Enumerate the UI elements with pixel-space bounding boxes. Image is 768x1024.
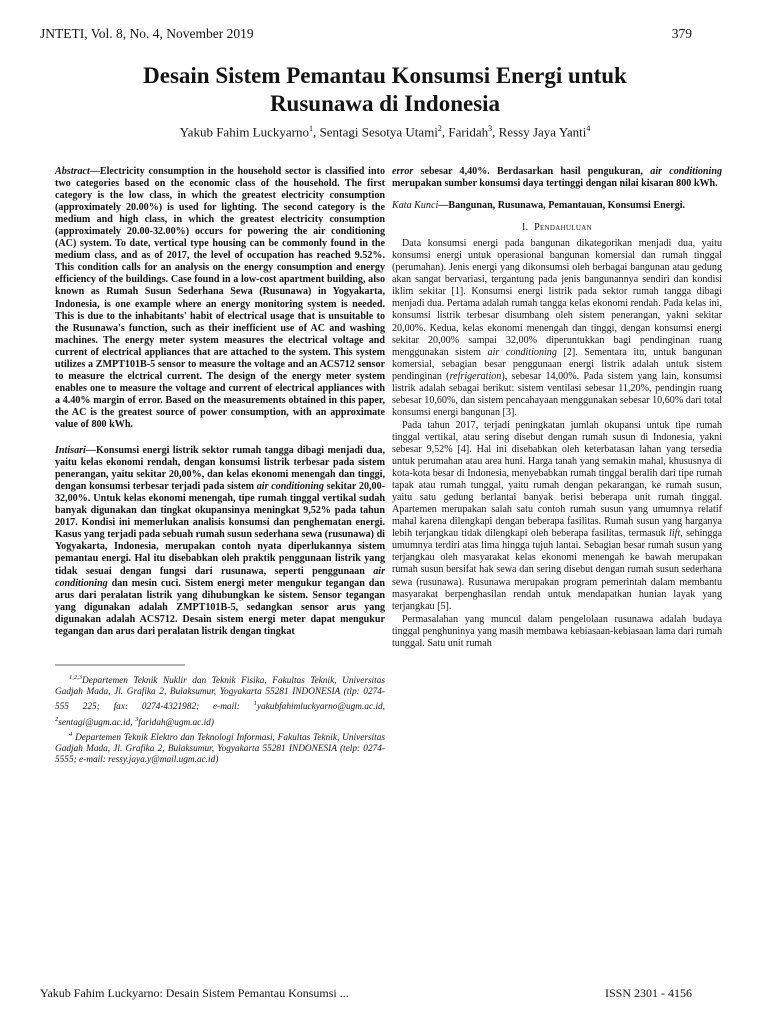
intisari-label: Intisari [55,445,86,457]
footnote-mark: 2 [55,715,59,723]
keywords-text: Bangunan, Rusunawa, Pemantauan, Konsumsi Energi. [448,200,686,212]
running-header [40,26,692,42]
intisari-text: sebesar 4,40%. Berdasarkan hasil pengukuran, [413,166,651,177]
intisari-text [392,166,722,189]
intisari-text: sekitar 20,00-32,00%. Untuk kelas ekonomi menengah, tipe rumah tinggal vertikal sudah banyak digunakan dan tingkat okupansinya meningkat 9,52% pada tahun 2017. Kondisi ini memerlukan analisis konsumsi dan penghematan energi. Kasus yang terjadi pada sebuah rumah susun sederhana sewa (rusunawa) di Yogyakarta, Indonesia, merupakan contoh nyata diperlukannya sistem pemantau energi. Hal itu disebabkan oleh praktik penggunaan listrik yang tidak sesuai dengan fungsi dari rusunawa, seperti penggunaan [55,481,386,577]
intisari-text: dan mesin cuci. Sistem energi meter mengukur tegangan dan arus dari peralatan listrik yang dihubungkan ke sistem. Sensor tegangan yang digunakan adalah ZMPT101B-5, sedangkan sensor arus yang digunakan adalah ACS712. Desain sistem energi meter dapat mengukur tegangan dan arus dari peralatan listrik dengan tingkat [55,577,385,637]
author-email: yakubfahimluckyarno@ugm.ac.id, [256,702,385,713]
abstract-text: Electricity consumption in the household sector is classified into two categories based on the economic class of the household. The first category is the low class, in which the greatest electricity consumption (approximately 20.00%) is used for lighting. The second category is the medium and high class, in which the greatest electricity consumption (approximately 20.00-32.00%) occurs for powering the air conditioning (AC) system. To date, vertical type housing can be commonly found in the medium class, and as of 2017, the level of occupation has reached 9.52%. This condition calls for an analysis on the energy consumption and energy efficiency of the buildings. Case found in a low-cost apartment building, also known as Rumah Susun Sederhana Sewa (Rusunawa) in Yogyakarta, Indonesia, is one example where an energy monitoring system is needed. This is due to the inhabitants' habit of electrical usage that is unsuitable to the Rusunawa's function, such as their inefficient use of AC and washing machines. The energy meter system measures the electrical voltage and current of electrical appliances that are attached to the system. This system utilizes a ZMPT101B-5 sensor to measure the voltage and an ACS712 sensor to measure the elctrical current. The design of the energy meter system enables one to measure the voltage and current of electrical appliances with a 4.40% margin of error. Based on the measurements obtained in this paper, the AC is the greatest source of power consumption, with an approximate value of 800 kWh. [55,166,385,430]
body-text: , sehingga umumnya terdiri atas lima hingga tujuh lantai. Sebagian besar rumah susun yang terjangkau oleh masyarakat kelas ekonomi menengah ke bawah merupakan rumah susun bersifat hak sewa dan sering disebut dengan rumah susun sederhana sewa (rusunawa). Rusunawa merupakan program pemerintah dalam membantu masyarakat berpenghasilan rendah untuk mendapatkan hunian layak yang terjangkau [5]. [392,528,722,612]
left-column [55,166,385,767]
body-text: Pada tahun 2017, terjadi peningkatan jumlah okupansi untuk tipe rumah tinggal vertikal, atau sering disebut dengan rumah susun di Indonesia, yakni sebesar 9,52% [4]. Hal ini disebabkan oleh keterbatasan lahan yang tersedia untuk perumahan atau area huni. Harga tanah yang semakin mahal, khususnya di kota-kota besar di Indonesia, menyebabkan rumah tinggal beralih dari tipe rumah tapak atau rumah tunggal, yaitu rumah dengan pekarangan, ke rumah susun, yaitu satu gedung berlantai banyak berisi beberapa unit rumah tinggal. Apartemen merupakan salah satu contoh rumah susun yang umumnya relatif mahal karena dilengkapi dengan beberapa fasilitas. Rumah susun yang harganya lebih terjangkau tidak dilengkapi oleh beberapa fasilitas, termasuk [392,419,722,540]
author-name: Faridah [448,124,489,140]
intisari-italic-term: air conditioning [650,166,722,177]
keywords-dash: — [438,200,449,212]
affiliation-mark: 1 [308,124,313,133]
affiliation-mark: 4 [586,124,591,133]
paper-title: Desain Sistem Pemantau Konsumsi Energi untuk Rusunawa di Indonesia [143,63,627,116]
body-paragraph [392,614,722,650]
footer-author-title: Yakub Fahim Luckyarno: Desain Sistem Pemantau Konsumsi ... [40,986,349,1000]
section-number: I. [522,222,529,234]
author-name: Ressy Jaya Yanti [498,124,587,140]
section-heading-introduction [392,222,722,234]
keywords-label: Kata Kunci [392,200,439,212]
footnote-rule [55,664,185,666]
body-italic-term: lift [669,528,681,540]
intisari-text: merupakan sumber konsumsi daya tertinggi dengan nilai kisaran 800 kWh. [392,178,718,190]
body-text: [2]. Sementara itu, untuk bangunan komersial, sebagian besar penggunaan energi listrik adalah untuk sistem pendinginan ( [392,346,722,382]
journal-citation: JNTETI, Vol. 8, No. 4, November 2019 [40,26,254,41]
body-paragraph [392,420,722,613]
intisari-dash: — [85,445,96,457]
intisari [55,445,385,638]
footnote-affiliation-1 [55,672,385,729]
affiliation-footnotes [55,664,385,767]
body-paragraph [392,238,722,419]
intisari-text: Konsumsi energi listrik sektor rumah tangga dibagi menjadi dua, yaitu kelas ekonomi rendah, dengan konsumsi listrik terbesar pada sistem penerangan, yaitu sekitar 20,00%, dan kelas ekonomi menengah dan tinggi, dengan konsumsi terbesar terjadi pada sistem [55,445,385,493]
body-text: ), sebesar 14,00%. Pada sistem yang lain, konsumsi listrik adalah sebagai berikut: sistem ventilasi sebesar 11,20%, pendingin ruang sebesar 10,60%, dan sistem pencahayaan menggunakan sebesar 10,60% dari total konsumsi energi bangunan [3]. [392,370,722,418]
footnote-text: Departemen Teknik Elektro dan Teknologi Informasi, Fakultas Teknik, Universitas Gadjah Mada, Jl. Grafika 2, Bulaksumur, Yogyakarta 55281 INDONESIA (telp: 0274-5555; e-mail: ressy.jaya.y@mail.ugm.ac.id) [55,732,385,766]
body-italic-term: air conditioning [487,346,557,358]
footnote-mark: 1 [253,700,257,708]
introduction-body [392,238,722,650]
author-name: Yakub Fahim Luckyarno [179,124,309,140]
author-list: Yakub Fahim Luckyarno$^1$, Sentagi Sesotya Utami$^2$, Faridah$^3$, Ressy Jaya Yanti$^4$ [179,124,591,140]
intisari-italic-term: air conditioning [55,565,385,589]
abstract-label: Abstract [55,166,90,177]
affiliation-mark: 2 [437,124,442,133]
footnote-mark: 1,2,3 [69,673,82,681]
body-text: Permasalahan yang muncul dalam pengelolaan rusunawa adalah budaya tinggal penghuninya yang masih membawa kebiasaan-kebiasaan lama dari rumah tunggal. Satu unit rumah [392,613,722,649]
abstract-dash: — [89,166,100,177]
affiliation-mark: 3 [488,124,493,133]
footnote-affiliation-2 [55,729,385,767]
author-email: faridah@ugm.ac.id) [138,717,214,728]
section-title: Pendahuluan [534,222,592,234]
right-column [392,166,722,650]
footnote-text: Departemen Teknik Nuklir dan Teknik Fisika, Fakultas Teknik, Universitas Gadjah Mada, Jl. Grafika 2, Bulaksumur, Yogyakarta 55281 INDONESIA (tlp: 0274-555 225; fax: 0274-4321982; e-mail: [55,675,385,713]
intisari-italic-term: error [392,166,414,177]
intisari-italic-term: air conditioning [256,481,324,493]
intisari-continued [392,166,722,190]
body-italic-term: refrigeration [449,370,502,382]
body-text: Data konsumsi energi pada bangunan dikategorikan menjadi dua, yaitu konsumsi energi untuk operasional bangunan komersial dan rumah tinggal (perumahan). Jenis energi yang dikonsumsi oleh berbagai bangunan atau gedung akan sangat bervariasi, tergantung pada jenis bangunannya sendiri dan kondisi iklim sekitar [1]. Konsumsi energi listrik pada sektor rumah tangga dibagi menjadi dua. Pertama adalah rumah tangga kelas ekonomi rendah. Pada kelas ini, konsumsi listrik terbesar disumbang oleh sistem penerangan, yakni sekitar 20,00%. Kedua, kelas ekonomi menengah dan tinggi, dengan konsumsi energi sekitar 20,00% sampai 32,00% diperuntukkan bagi pendinginan ruang menggunakan sistem [392,238,722,358]
footnote-mark: 4 [69,730,73,738]
keywords [392,200,722,212]
author-name: Sentagi Sesotya Utami [319,124,438,140]
footer-issn: ISSN 2301 - 4156 [604,986,692,1000]
abstract [55,166,385,431]
author-email: sentagi@ugm.ac.id, [58,717,135,728]
page-number: 379 [671,26,692,41]
footnote-mark: 3 [134,715,139,723]
